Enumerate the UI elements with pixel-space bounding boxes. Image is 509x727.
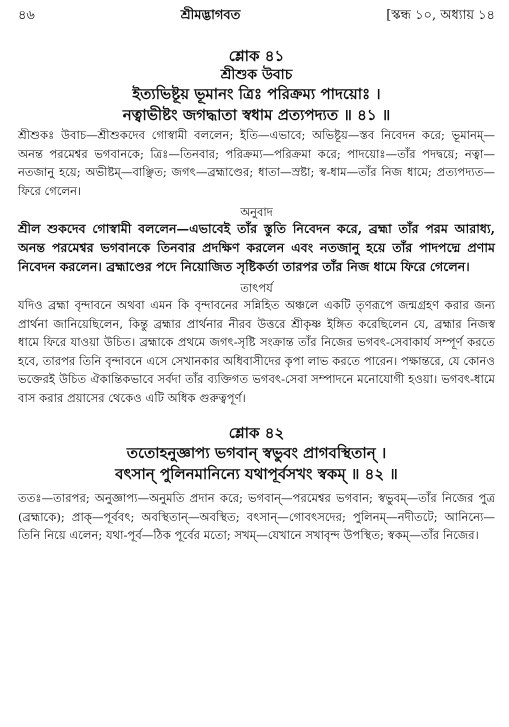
verse-42-number: শ্লোক ৪২ [228, 424, 285, 443]
book-title: শ্রীমদ্ভাগবত [180, 8, 241, 23]
verse-42-synonyms: ততঃ—তারপর; অনুজ্ঞাপ্য—অনুমতি প্রদান করে; ভগবান্—পরমেশ্বর ভগবান; স্বভুবম্—তাঁর নিজের পুত্র (ব্রহ্মাকে); প্রাক্—পূর্ববৎ; অবস্থিতান্—অবস্থিত; বৎসান্—গোবৎসদের; পুলিনম্—নদীতটে; আনিন্যে—তিনি নিয়ে এলেন; যথা-পূর্ব—ঠিক পূর্বের মতো; সখম্—যেখানে সখাবৃন্দ উপস্থিত; স্বকম্—তাঁর নিজের। [18, 491, 495, 543]
verse-42-line-1: ততোহনুজ্ঞাপ্য ভগবান্ স্বভুবং প্রাগবস্থিতান্ । [126, 444, 387, 463]
chapter-reference: [স্কন্ধ ১০, অধ্যায় ১৪ [386, 8, 495, 23]
verse-41-purport: যদিও ব্রহ্মা বৃন্দাবনে অথবা এমন কি বৃন্দাবনের সন্নিহিত অঞ্চলে একটি তৃণরূপে জন্মগ্রহণ করার জন্য প্রার্থনা জানিয়েছিলেন, কিন্তু ব্রহ্মার প্রার্থনার নীরব উত্তরে শ্রীকৃষ্ণ ইঙ্গিত করেছিলেন যে, ব্রহ্মার নিজস্ব ধামে ফিরে যাওয়া উচিত। ব্রহ্মাকে প্রথমে জগৎ-সৃষ্টি সংক্রান্ত তাঁর নিজের ভগবৎ-সেবাকার্য সম্পূর্ণ করতে হবে, তারপর তিনি বৃন্দাবনে এসে সেখানকার অধিবাসীদের কৃপা লাভ করতে পারেন। পক্ষান্তরে, যে কোনও ভক্তেরই উচিত ঐকান্তিকভাবে সর্বদা তাঁর ব্যক্তিগত ভগবৎ-সেবা সম্পাদনে মনোযোগী হওয়া। ভগবৎ-ধামে বাস করার প্রয়াসের থেকেও এটি অধিক গুরুত্বপূর্ণ। [18, 298, 495, 405]
verse-41-speaker: শ্রীশুক উবাচ [220, 67, 293, 83]
verse-41-translation: শ্রীল শুকদেব গোস্বামী বললেন—এভাবেই তাঁর স্তুতি নিবেদন করে, ব্রহ্মা তাঁর পরম আরাধ্য, অনন্ত পরমেশ্বর ভগবানকে তিনবার প্রদক্ষিণ করলেন এবং নতজানু হয়ে তাঁর পাদপদ্মে প্রণাম নিবেদন করলেন। ব্রহ্মাণ্ডের পদে নিয়োজিত সৃষ্টিকর্তা তারপর তাঁর নিজ ধামে ফিরে গেলেন। [18, 221, 495, 274]
verse-41-line-1: ইত্যভিষ্টূয় ভূমানং ত্রিঃ পরিক্রম্য পাদয়োঃ । [132, 85, 381, 103]
verse-41-line-2: নত্বাভীষ্টং জগদ্ধাতা স্বধাম প্রত্যপদ্যত ॥ ৪১ ॥ [122, 106, 391, 124]
verse-42-line-2: বৎসান্ পুলিনমানিন্যে যথাপূর্বসখং স্বকম্ ॥ ৪২ ॥ [115, 465, 398, 484]
verse-41-purport-title: তাৎপর্য [240, 281, 273, 296]
page-number: ৪৬ [18, 8, 35, 23]
page-header [18, 6, 495, 28]
verse-41-translation-title: অনুবাদ [240, 205, 273, 219]
verse-41-number: শ্লোক ৪১ [228, 47, 285, 65]
verse-41-synonyms: শ্রীশুকঃ উবাচ—শ্রীশুকদেব গোস্বামী বললেন; ইতি—এভাবে; অভিষ্টূয়—স্তব নিবেদন করে; ভূমানম্—অনন্ত পরমেশ্বর ভগবানকে; ত্রিঃ—তিনবার; পরিক্রম্য—পরিক্রমা করে; পাদয়োঃ—তাঁর পদদ্বয়ে; নত্বা—নতজানু হয়ে; অভীষ্টম্—বাঞ্ছিত; জগৎ—ব্রহ্মাণ্ডের; ধাতা—স্রষ্টা; স্ব-ধাম—তাঁর নিজ ধামে; প্রত্যপদ্যত—ফিরে গেলেন। [18, 128, 495, 198]
